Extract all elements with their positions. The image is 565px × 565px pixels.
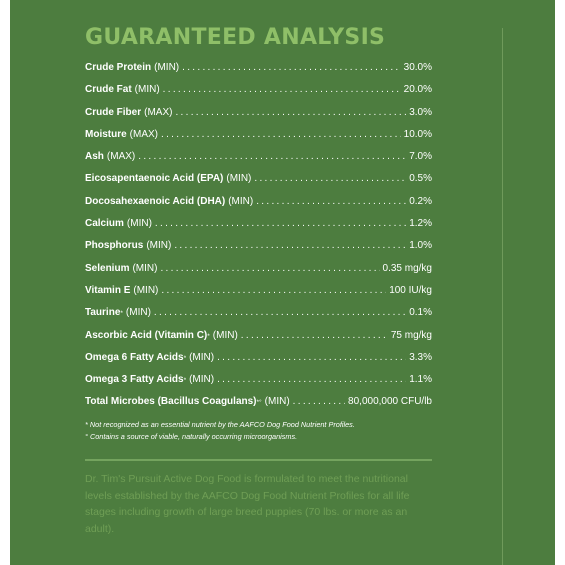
nutrient-qualifier: (MIN)	[134, 84, 160, 96]
nutrient-value: 0.35 mg/kg	[382, 262, 432, 274]
nutrient-value: 30.0%	[403, 62, 432, 73]
nutrient-qualifier: (MAX)	[106, 151, 136, 163]
nutrient-qualifier: (MIN)	[189, 374, 215, 386]
analysis-row	[85, 129, 432, 151]
footnote-marker: *	[183, 354, 187, 362]
nutrient-name: Selenium	[85, 262, 130, 274]
dot-leader	[293, 396, 345, 407]
nutrient-qualifier: (MIN)	[125, 307, 151, 319]
nutrient-name: Crude Protein	[85, 62, 152, 73]
nutrient-qualifier: (MIN)	[146, 240, 172, 252]
dot-leader	[163, 84, 401, 95]
nutrient-qualifier: (MIN)	[132, 262, 158, 274]
nutrient-name: Ash	[85, 151, 104, 163]
analysis-row	[85, 330, 432, 352]
dot-leader	[241, 330, 388, 341]
nutrient-name: Eicosapentaenoic Acid (EPA)	[85, 173, 224, 185]
analysis-row	[85, 263, 432, 285]
nutrient-name: Omega 6 Fatty Acids	[85, 351, 184, 363]
nutrient-value: 100 IU/kg	[389, 284, 432, 296]
nutrient-name: Moisture	[85, 128, 127, 140]
nutrient-name: Docosahexaenoic Acid (DHA)	[85, 195, 226, 207]
dot-leader	[138, 151, 406, 162]
footnote-microorganisms: ° Contains a source of viable, naturally occurring microorganisms.	[85, 431, 298, 441]
dot-leader	[161, 285, 386, 296]
nutrient-qualifier: (MIN)	[264, 396, 290, 408]
nutrient-name: Total Microbes (Bacillus Coagulans)	[85, 396, 257, 408]
nutrient-value: 7.0%	[409, 151, 432, 163]
nutrient-value: 0.1%	[409, 307, 432, 319]
dot-leader	[217, 374, 406, 385]
nutrient-qualifier: (MIN)	[212, 329, 238, 341]
analysis-row	[85, 196, 432, 218]
analysis-row	[85, 62, 432, 84]
analysis-row	[85, 240, 432, 262]
analysis-row	[85, 285, 432, 307]
nutrient-name: Phosphorus	[85, 240, 144, 252]
analysis-row	[85, 352, 432, 374]
nutrient-qualifier: (MIN)	[228, 195, 254, 207]
nutrient-name: Crude Fiber	[85, 106, 142, 118]
section-title: GUARANTEED ANALYSIS	[85, 25, 386, 50]
nutrient-name: Crude Fat	[85, 84, 132, 96]
analysis-panel	[10, 0, 555, 565]
nutrient-qualifier: (MAX)	[129, 128, 159, 140]
nutrient-qualifier: (MAX)	[144, 106, 173, 118]
footnote-marker: *	[120, 310, 123, 318]
analysis-row	[85, 218, 432, 240]
nutrient-qualifier: (MIN)	[226, 173, 252, 185]
footnote-marker: *	[207, 332, 210, 340]
dot-leader	[154, 307, 406, 318]
analysis-row	[85, 307, 432, 329]
footnotes	[85, 419, 355, 442]
nutrient-name: Calcium	[85, 218, 124, 230]
dot-leader	[160, 263, 379, 274]
analysis-row	[85, 151, 432, 173]
nutrient-value: 20.0%	[403, 84, 432, 96]
nutrient-value: 3.3%	[409, 351, 432, 363]
nutrient-qualifier: (MIN)	[126, 218, 152, 230]
dot-leader	[182, 62, 401, 73]
dot-leader	[254, 173, 406, 184]
nutrient-name: Omega 3 Fatty Acids	[85, 374, 184, 386]
nutrient-value: 80,000,000 CFU/lb	[348, 396, 432, 408]
nutrient-value: 0.5%	[409, 173, 432, 185]
nutrient-qualifier: (MIN)	[154, 62, 180, 73]
nutrient-value: 75 mg/kg	[390, 329, 432, 341]
dot-leader	[175, 107, 406, 118]
nutrient-qualifier: (MIN)	[189, 351, 215, 363]
analysis-row	[85, 374, 432, 396]
nutrient-value: 1.0%	[409, 240, 432, 252]
analysis-row	[85, 107, 432, 129]
nutrient-qualifier: (MIN)	[133, 284, 159, 296]
footnote-not-essential: * Not recognized as an essential nutrient by the AAFCO Dog Food Nutrient Profiles.	[85, 420, 355, 429]
nutrient-name: Vitamin E	[85, 284, 131, 296]
dot-leader	[155, 218, 406, 229]
vertical-rule	[502, 28, 503, 565]
footnote-marker: *	[183, 377, 187, 385]
nutrient-value: 1.1%	[409, 374, 432, 386]
analysis-table	[85, 62, 432, 419]
dot-leader	[161, 129, 401, 140]
analysis-row	[85, 84, 432, 106]
aafco-statement: Dr. Tim's Pursuit Active Dog Food is formulated to meet the nutritional levels established by the AAFCO Dog Food Nutrient Profiles for all life stages including growth of large breed puppies (70 lbs. or more as an adult).	[85, 473, 410, 535]
dot-leader	[174, 240, 406, 251]
nutrient-name: Taurine	[85, 307, 121, 319]
dot-leader	[256, 196, 406, 207]
analysis-row	[85, 173, 432, 195]
analysis-row	[85, 396, 432, 418]
footnote-marker: *°	[256, 399, 262, 407]
dot-leader	[217, 352, 406, 363]
divider	[85, 459, 432, 461]
nutrient-name: Ascorbic Acid (Vitamin C)	[85, 329, 208, 341]
nutrient-value: 1.2%	[409, 218, 432, 230]
nutrient-value: 0.2%	[409, 195, 432, 207]
nutrient-value: 3.0%	[409, 106, 432, 118]
nutrient-value: 10.0%	[403, 128, 432, 140]
